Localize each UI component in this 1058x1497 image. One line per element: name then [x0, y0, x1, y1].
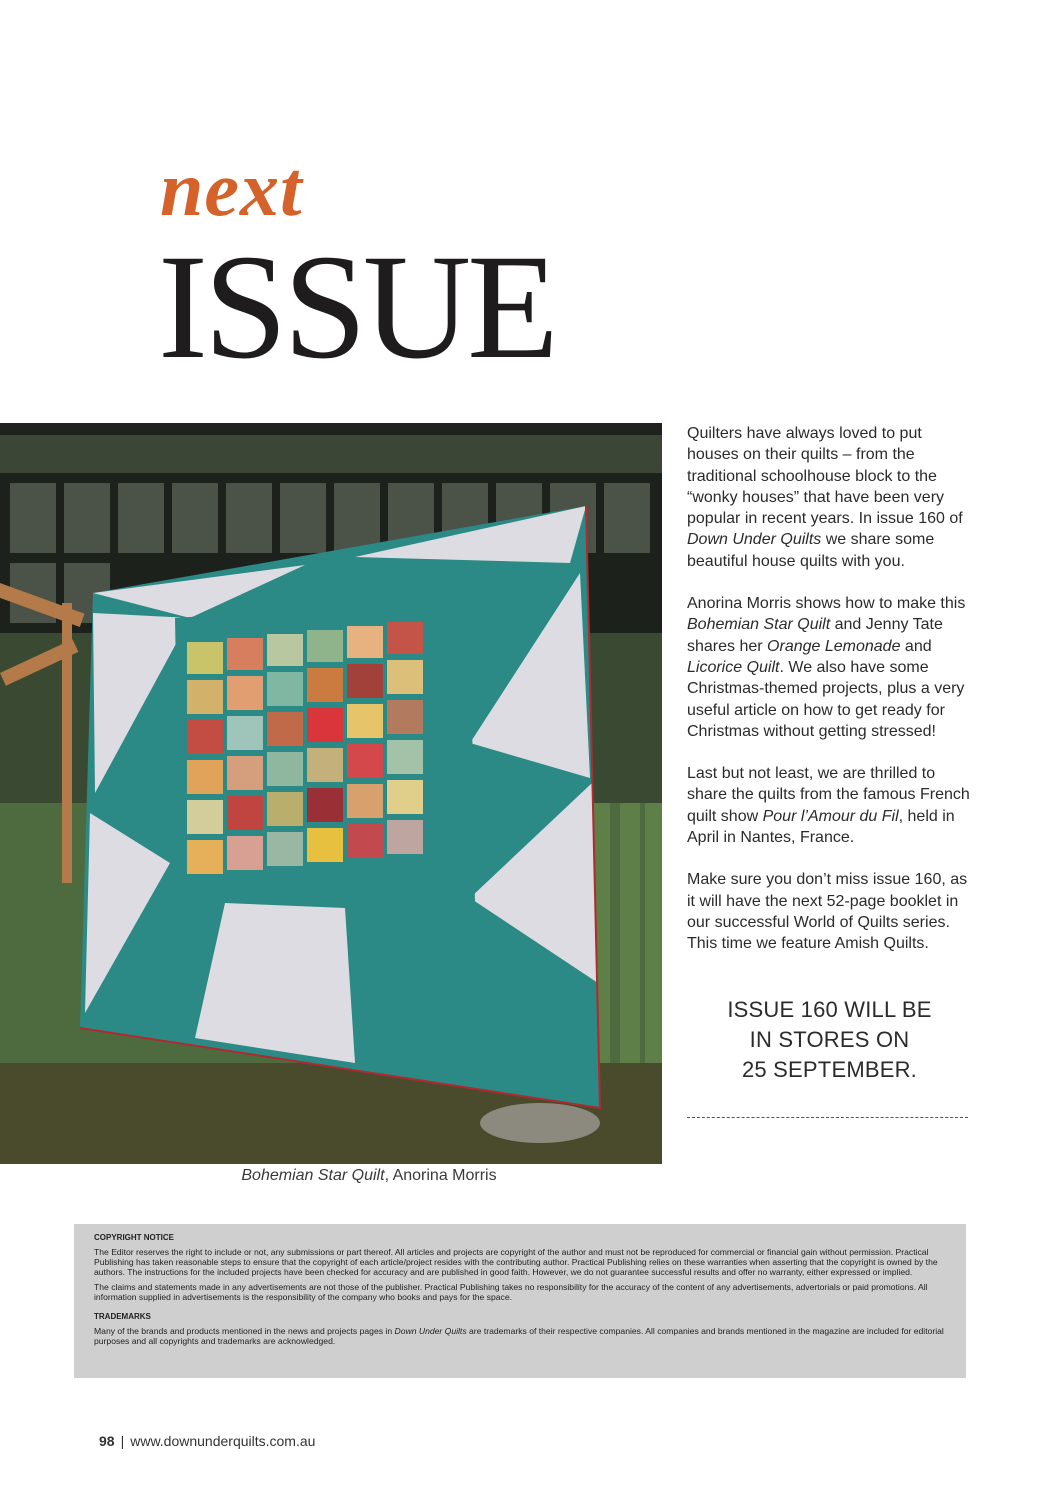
footer-separator: | [120, 1433, 125, 1449]
page-number: 98 [99, 1433, 115, 1449]
dashed-divider [687, 1117, 968, 1118]
article-body [687, 423, 972, 976]
text: and [900, 637, 932, 655]
photo-caption [0, 1167, 738, 1185]
text: , held in April in Nantes, France. [687, 807, 955, 847]
callout-line: ISSUE 160 WILL BE [727, 997, 932, 1022]
text: Many of the brands and products mentioned in the news and projects pages in [94, 1326, 395, 1336]
quilt-name: Bohemian Star Quilt [687, 616, 831, 634]
copyright-paragraph: The Editor reserves the right to include or not, any submissions or part thereof. All articles and projects are copyright of the author and must not be reproduced for commercial or financial gain without permission. Practical Publishing has taken reasonable steps to ensure that the copyright of each article/project resides with the contributing author. Practical Publishing relies on these warranties when asserting that the copyright is owned by the authors. The instructions for the included projects have been checked for accuracy and are published in good faith. However, we do not guarantee successful results and offer no warranty, either expressed or implied. [94, 1247, 938, 1277]
paragraph-3 [687, 763, 972, 848]
page-footer [99, 1433, 315, 1449]
trademarks-paragraph [94, 1326, 946, 1346]
text: we share some beautiful house quilts with you. [687, 531, 935, 570]
advertising-paragraph: The claims and statements made in any advertisements are not those of the publisher. Practical Publishing takes no responsibility for the accuracy of the content of any advertisements, advertorials or paid promotions. All information supplied in advertisements is the responsibility of the company who books and pays for the space. [94, 1282, 928, 1302]
legal-notice-box [74, 1224, 966, 1378]
text: are trademarks of their respective companies. All companies and brands mentioned in the magazine are included for editorial purposes and all copyrights and trademarks are acknowledged. [94, 1326, 944, 1346]
callout-line: 25 SEPTEMBER. [742, 1057, 917, 1082]
paragraph-2 [687, 593, 972, 742]
caption-credit: , Anorina Morris [384, 1167, 497, 1184]
website-link[interactable]: www.downunderquilts.com.au [130, 1433, 316, 1449]
show-name: Pour l’Amour du Fil [762, 807, 899, 825]
callout-line: IN STORES ON [749, 1027, 910, 1052]
heading-kicker: next [160, 145, 303, 232]
text: and Jenny Tate shares her [687, 616, 943, 655]
text: Last but not least, we are thrilled to share the quilts from the famous French quilt show [687, 765, 970, 825]
copyright-title: COPYRIGHT NOTICE [94, 1233, 175, 1242]
trademarks-title: TRADEMARKS [94, 1312, 151, 1321]
text: Anorina Morris shows how to make this [687, 595, 966, 613]
in-stores-callout [687, 995, 972, 1085]
quilt-name: Licorice Quilt [687, 658, 780, 676]
text: Quilters have always loved to put houses on their quilts – from the traditional schoolhouse block to the “wonky houses” that have been very popular in recent years. In issue 160 of [687, 425, 963, 528]
page-title: ISSUE [158, 224, 555, 390]
quilt-name: Orange Lemonade [767, 637, 901, 655]
paragraph-4: Make sure you don’t miss issue 160, as it will have the next 52-page booklet in our successful World of Quilts series. This time we feature Amish Quilts. [687, 871, 968, 953]
paragraph-1 [687, 423, 972, 572]
magazine-title: Down Under Quilts [394, 1326, 467, 1336]
text: . We also have some Christmas-themed projects, plus a very useful article on how to get ready for Christmas without getting stressed! [687, 658, 965, 740]
caption-title: Bohemian Star Quilt [241, 1167, 385, 1184]
quilt-photo [0, 423, 662, 1164]
magazine-title: Down Under Quilts [687, 531, 822, 549]
